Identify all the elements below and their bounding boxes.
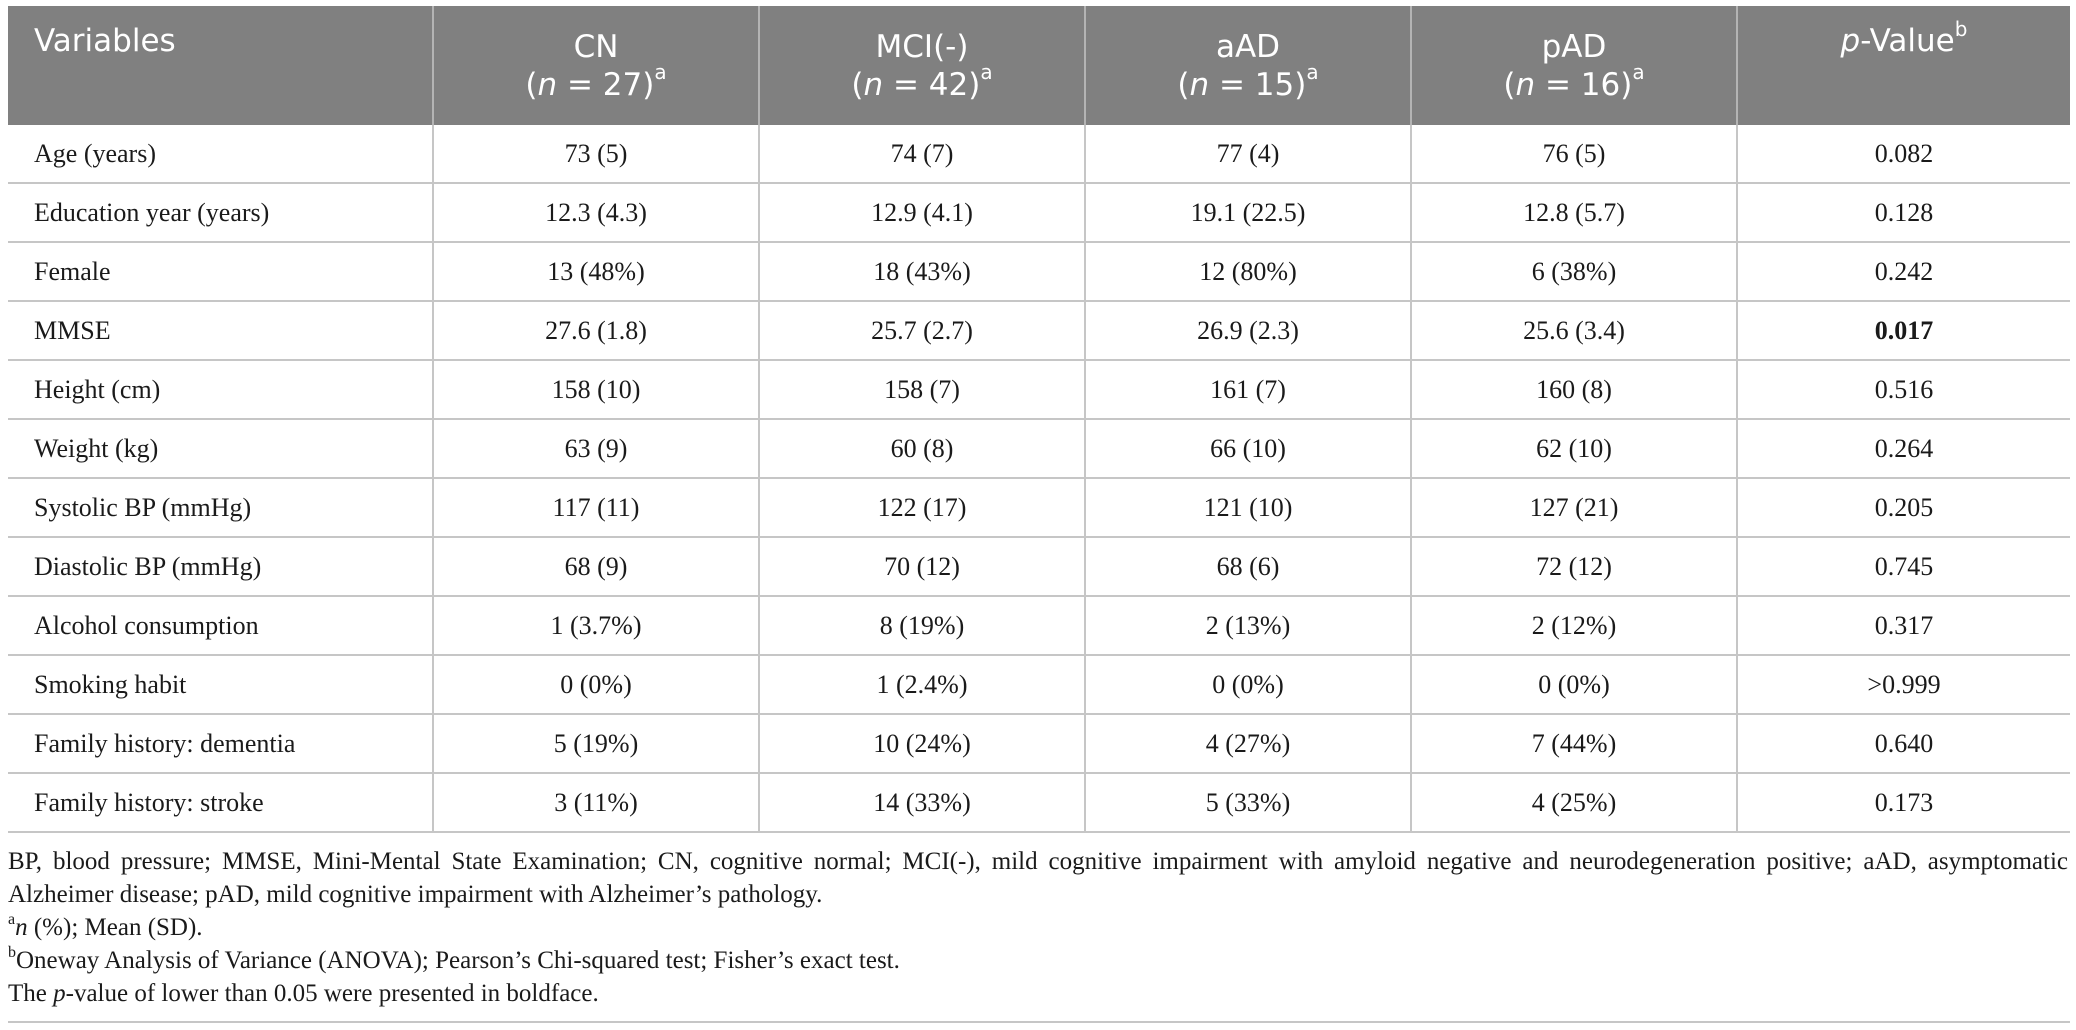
p-value-cell: 0.242	[1737, 242, 2070, 301]
mci-cell: 12.9 (4.1)	[759, 183, 1085, 242]
p-value-cell: 0.745	[1737, 537, 2070, 596]
p-value-cell: 0.173	[1737, 773, 2070, 832]
mci-cell: 14 (33%)	[759, 773, 1085, 832]
p-value-cell: 0.082	[1737, 125, 2070, 183]
table-row	[8, 360, 2070, 419]
variable-cell: Height (cm)	[8, 360, 433, 419]
header-group-name: aAD	[1215, 28, 1281, 65]
variable-cell: Alcohol consumption	[8, 596, 433, 655]
aad-cell: 19.1 (22.5)	[1085, 183, 1411, 242]
table-row	[8, 773, 2070, 832]
variable-cell: Systolic BP (mmHg)	[8, 478, 433, 537]
cn-cell: 5 (19%)	[433, 714, 759, 773]
table-row	[8, 125, 2070, 183]
variable-cell: Family history: dementia	[8, 714, 433, 773]
header-pad	[1411, 6, 1737, 125]
header-variables: Variables	[8, 6, 433, 125]
pad-cell: 2 (12%)	[1411, 596, 1737, 655]
variable-cell: Diastolic BP (mmHg)	[8, 537, 433, 596]
header-group-n: (n = 42)$^a$	[851, 60, 993, 103]
table-row	[8, 478, 2070, 537]
cn-cell: 12.3 (4.3)	[433, 183, 759, 242]
pad-cell: 0 (0%)	[1411, 655, 1737, 714]
aad-cell: 77 (4)	[1085, 125, 1411, 183]
p-value-cell: 0.017	[1737, 301, 2070, 360]
p-value-cell: 0.205	[1737, 478, 2070, 537]
pad-cell: 25.6 (3.4)	[1411, 301, 1737, 360]
footnote-a: $^a$n (%); Mean (SD).	[8, 910, 203, 941]
pad-cell: 160 (8)	[1411, 360, 1737, 419]
aad-cell: 12 (80%)	[1085, 242, 1411, 301]
cn-cell: 63 (9)	[433, 419, 759, 478]
pad-cell: 7 (44%)	[1411, 714, 1737, 773]
footnote-b: $^b$Oneway Analysis of Variance (ANOVA); Pearson’s Chi-squared test; Fisher’s exact test.	[8, 943, 900, 974]
p-value-cell: 0.516	[1737, 360, 2070, 419]
cn-cell: 0 (0%)	[433, 655, 759, 714]
mci-cell: 10 (24%)	[759, 714, 1085, 773]
aad-cell: 4 (27%)	[1085, 714, 1411, 773]
variable-cell: Weight (kg)	[8, 419, 433, 478]
pad-cell: 127 (21)	[1411, 478, 1737, 537]
pad-cell: 72 (12)	[1411, 537, 1737, 596]
table-row	[8, 596, 2070, 655]
mci-cell: 1 (2.4%)	[759, 655, 1085, 714]
header-group-name: MCI(-)	[875, 28, 969, 65]
aad-cell: 0 (0%)	[1085, 655, 1411, 714]
pad-cell: 4 (25%)	[1411, 773, 1737, 832]
table-row	[8, 419, 2070, 478]
mci-cell: 70 (12)	[759, 537, 1085, 596]
pad-cell: 62 (10)	[1411, 419, 1737, 478]
cn-cell: 3 (11%)	[433, 773, 759, 832]
header-aad	[1085, 6, 1411, 125]
table-header	[8, 6, 2070, 125]
bottom-divider	[8, 1021, 2070, 1023]
aad-cell: 121 (10)	[1085, 478, 1411, 537]
cn-cell: 27.6 (1.8)	[433, 301, 759, 360]
pad-cell: 6 (38%)	[1411, 242, 1737, 301]
header-cn	[433, 6, 759, 125]
header-group-n: (n = 27)$^a$	[525, 60, 667, 103]
aad-cell: 161 (7)	[1085, 360, 1411, 419]
table-row	[8, 242, 2070, 301]
variable-cell: Age (years)	[34, 138, 156, 168]
cn-cell: 73 (5)	[433, 125, 759, 183]
header-group-n: (n = 15)$^a$	[1177, 60, 1319, 103]
header-mci	[759, 6, 1085, 125]
aad-cell: 26.9 (2.3)	[1085, 301, 1411, 360]
p-value-cell: 0.264	[1737, 419, 2070, 478]
header-group-n: (n = 16)$^a$	[1503, 60, 1645, 103]
aad-cell: 66 (10)	[1085, 419, 1411, 478]
mci-cell: 74 (7)	[759, 125, 1085, 183]
mci-cell: 25.7 (2.7)	[759, 301, 1085, 360]
abbreviations-note: BP, blood pressure; MMSE, Mini-Mental State Examination; CN, cognitive normal; MCI(-), mild cognitive impairment with amyloid negative and neurodegeneration positive; aAD, asymptomatic Alzheimer disease; pAD, mild cognitive impairment with Alzheimer’s pathology.	[8, 848, 2068, 908]
p-value-cell: 0.128	[1737, 183, 2070, 242]
variable-cell: Family history: stroke	[8, 773, 433, 832]
mci-cell: 8 (19%)	[759, 596, 1085, 655]
mci-cell: 122 (17)	[759, 478, 1085, 537]
p-value-cell: 0.317	[1737, 596, 2070, 655]
variable-cell: Education year (years)	[8, 183, 433, 242]
cn-cell: 13 (48%)	[433, 242, 759, 301]
header-row	[8, 6, 2070, 125]
variable-cell: MMSE	[8, 301, 433, 360]
cn-cell: 1 (3.7%)	[433, 596, 759, 655]
table-row	[8, 714, 2070, 773]
table-row	[8, 301, 2070, 360]
cn-cell: 158 (10)	[433, 360, 759, 419]
aad-cell: 68 (6)	[1085, 537, 1411, 596]
pad-cell: 12.8 (5.7)	[1411, 183, 1737, 242]
variable-cell: Smoking habit	[8, 655, 433, 714]
boldface-note: The p-value of lower than 0.05 were presented in boldface.	[8, 980, 599, 1007]
table-row	[8, 183, 2070, 242]
table-row	[8, 655, 2070, 714]
cn-cell: 68 (9)	[433, 537, 759, 596]
table-footnotes	[8, 845, 2072, 1010]
mci-cell: 60 (8)	[759, 419, 1085, 478]
aad-cell: 2 (13%)	[1085, 596, 1411, 655]
pad-cell: 76 (5)	[1411, 125, 1737, 183]
aad-cell: 5 (33%)	[1085, 773, 1411, 832]
mci-cell: 18 (43%)	[759, 242, 1085, 301]
p-value-cell: 0.640	[1737, 714, 2070, 773]
cn-cell: 117 (11)	[433, 478, 759, 537]
demographics-table	[8, 6, 2070, 833]
variable-cell: Female	[8, 242, 433, 301]
table-row	[8, 537, 2070, 596]
p-value-cell: >0.999	[1737, 655, 2070, 714]
table-body	[8, 125, 2070, 832]
mci-cell: 158 (7)	[759, 360, 1085, 419]
header-group-name: pAD	[1541, 28, 1607, 65]
header-group-name: CN	[573, 28, 619, 65]
table-container	[8, 6, 2072, 1010]
header-pvalue: p-Value$^b$	[1737, 6, 2070, 125]
